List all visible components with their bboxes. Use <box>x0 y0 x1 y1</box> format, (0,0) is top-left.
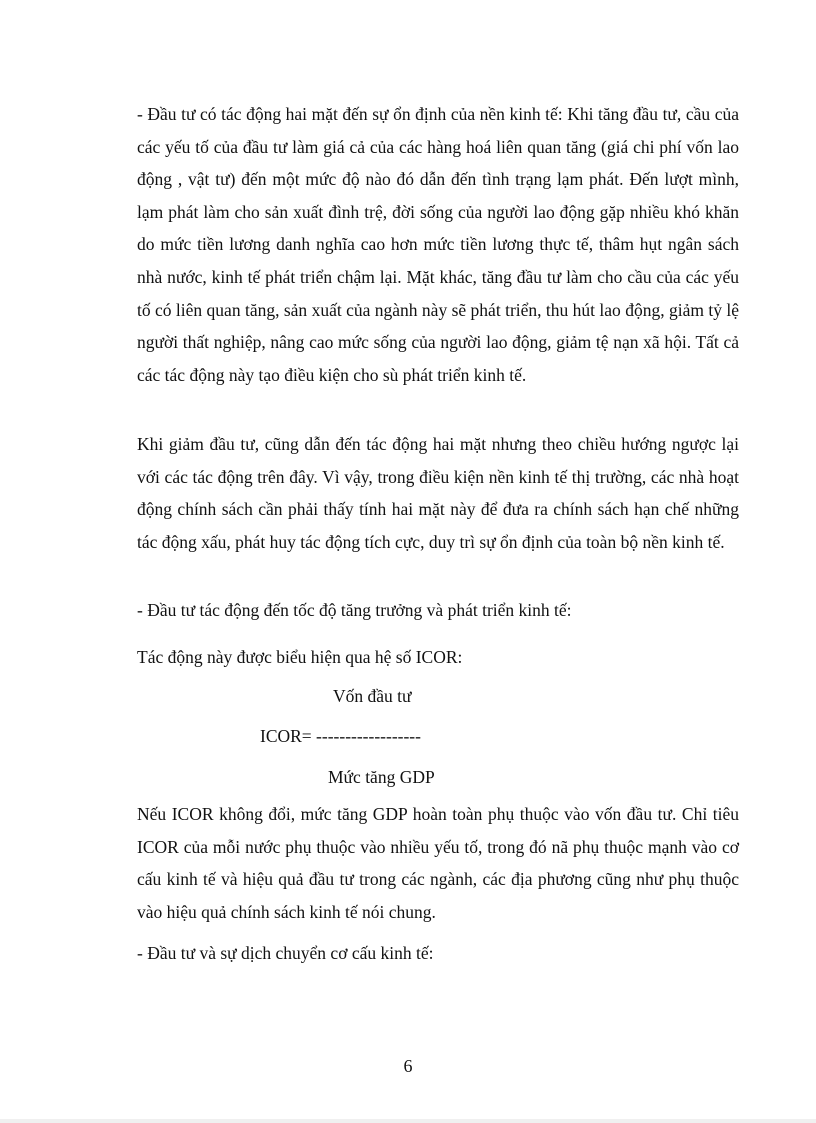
paragraph-investment-stability: - Đầu tư có tác động hai mặt đến sự ổn định của nền kinh tế: Khi tăng đầu tư, cầu của các yếu tố của đầu tư làm giá cả của các hàng hoá liên quan tăng (giá chi phí vốn lao động , vật tư) đến một mức độ nào đó dẫn đến tình trạng lạm phát. Đến lượt mình, lạm phát làm cho sản xuất đình trệ, đời sống của người lao động gặp nhiều khó khăn do mức tiền lương danh nghĩa cao hơn mức tiền lương thực tế, thâm hụt ngân sách nhà nước, kinh tế phát triển chậm lại. Mặt khác, tăng đầu tư làm cho cầu của các yếu tố có liên quan tăng, sản xuất của ngành này sẽ phát triển, thu hút lao động, giảm tỷ lệ người thất nghiệp, nâng cao mức sống của người lao động, giảm tệ nạn xã hội. Tất cả các tác động này tạo điều kiện cho sù phát triển kinh tế. <box>137 104 739 385</box>
formula-numerator: Vốn đầu tư <box>333 686 412 706</box>
paragraph-icor-explanation: Nếu ICOR không đổi, mức tăng GDP hoàn toàn phụ thuộc vào vốn đầu tư. Chỉ tiêu ICOR của mỗi nước phụ thuộc vào nhiều yếu tố, trong đó nã phụ thuộc mạnh vào cơ cấu kinh tế và hiệu quả đầu tư trong các ngành, các địa phương cũng như phụ thuộc vào hiệu quả chính sách kinh tế nói chung. <box>137 804 739 922</box>
heading-structure-shift: - Đầu tư và sự dịch chuyển cơ cấu kinh tế: <box>137 943 434 963</box>
paragraph-icor-intro: Tác động này được biểu hiện qua hệ số ICOR: <box>137 647 463 667</box>
heading-growth-impact: - Đầu tư tác động đến tốc độ tăng trưởng và phát triển kinh tế: <box>137 600 572 620</box>
formula-lhs: ICOR= ------------------ <box>260 726 421 746</box>
paragraph-reduced-investment: Khi giảm đầu tư, cũng dẫn đến tác động hai mặt nhưng theo chiều hướng ngược lại với các tác động trên đây. Vì vậy, trong điều kiện nền kinh tế thị trường, các nhà hoạt động chính sách cần phải thấy tính hai mặt này để đưa ra chính sách hạn chế những tác động xấu, phát huy tác động tích cực, duy trì sự ổn định của toàn bộ nền kinh tế. <box>137 434 739 552</box>
page-bottom-edge <box>0 1119 816 1123</box>
formula-denominator: Mức tăng GDP <box>328 767 435 787</box>
page-number: 6 <box>403 1056 413 1076</box>
